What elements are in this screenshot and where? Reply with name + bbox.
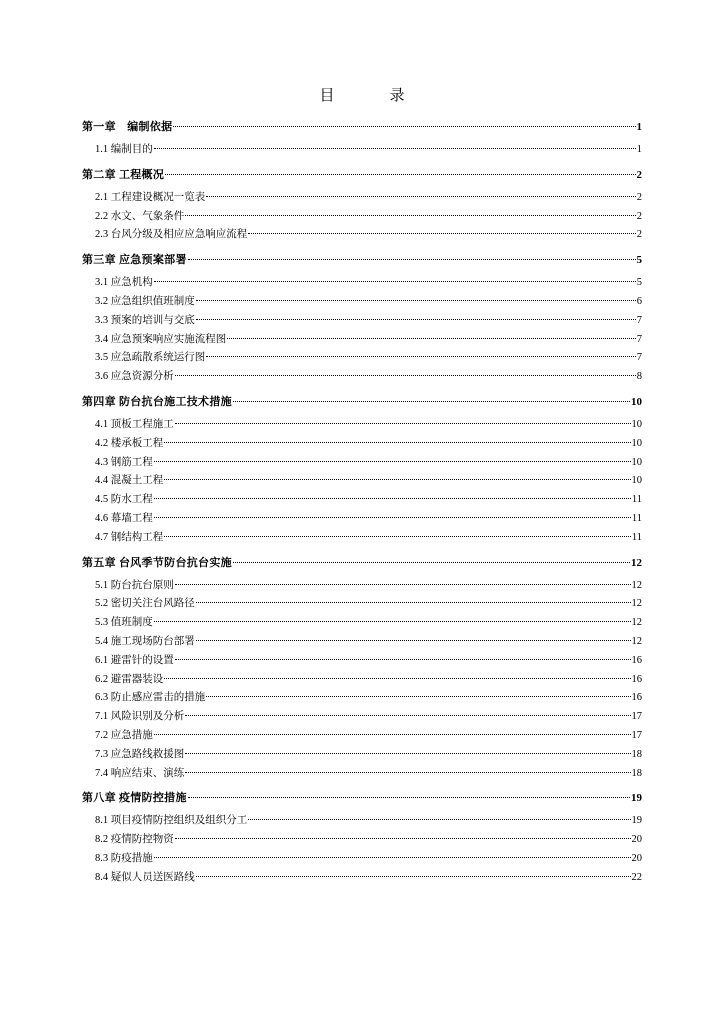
toc-page-number: 2 (636, 210, 642, 222)
dot-leader (185, 753, 630, 754)
dot-leader (206, 696, 630, 697)
dot-leader (233, 562, 630, 563)
toc-section-entry[interactable] (82, 652, 642, 671)
toc-section-entry[interactable] (82, 727, 642, 746)
dot-leader (173, 126, 635, 127)
toc-section-entry[interactable] (82, 633, 642, 652)
toc-page-number: 18 (631, 748, 642, 760)
toc-chapter-entry[interactable] (82, 553, 642, 577)
toc-section-entry[interactable] (82, 189, 642, 208)
dot-leader (175, 423, 631, 424)
dot-leader (248, 233, 636, 234)
toc-page-number: 17 (631, 711, 642, 723)
toc-chapter-entry[interactable] (82, 165, 642, 189)
toc-page-number: 2 (636, 191, 642, 203)
dot-leader (154, 461, 631, 462)
toc-entry-label: 6.2 避雷器装设 (95, 673, 164, 685)
toc-entry-label: 4.6 幕墙工程 (95, 512, 153, 524)
dot-leader (175, 584, 631, 585)
toc-page-number: 12 (631, 598, 642, 610)
toc-section-entry[interactable] (82, 577, 642, 596)
toc-section-entry[interactable] (82, 689, 642, 708)
toc-page-number: 16 (631, 673, 642, 685)
toc-chapter-entry[interactable] (82, 392, 642, 416)
toc-entry-label: 3.3 预案的培训与交底 (95, 314, 195, 326)
dot-leader (196, 640, 631, 641)
toc-chapter-entry[interactable] (82, 788, 642, 812)
toc-entry-label: 2.3 台风分级及相应应急响应流程 (95, 229, 248, 241)
toc-entry-label: 3.5 应急疏散系统运行图 (95, 352, 206, 364)
dot-leader (175, 838, 631, 839)
toc-entry-label: 第一章 编制依据 (82, 121, 173, 133)
toc-section-entry[interactable] (82, 614, 642, 633)
toc-section-entry[interactable] (82, 529, 642, 548)
toc-page-number: 16 (631, 692, 642, 704)
toc-page-number: 12 (631, 635, 642, 647)
dot-leader (175, 375, 636, 376)
toc-page-number: 10 (631, 475, 642, 487)
toc-page-number: 1 (636, 121, 642, 133)
toc-page-number: 20 (631, 834, 642, 846)
toc-section-entry[interactable] (82, 671, 642, 690)
dot-leader (164, 479, 630, 480)
toc-page-number: 8 (636, 371, 642, 383)
dot-leader (206, 196, 636, 197)
toc-page-number: 16 (631, 654, 642, 666)
toc-entry-label: 5.1 防台抗台原则 (95, 579, 174, 591)
toc-entry-label: 5.2 密切关注台风路径 (95, 598, 195, 610)
dot-leader (154, 857, 631, 858)
toc-entry-label: 7.3 应急路线救援图 (95, 748, 185, 760)
toc-page-number: 12 (631, 579, 642, 591)
toc-entry-label: 5.3 值班制度 (95, 617, 153, 629)
toc-section-entry[interactable] (82, 226, 642, 245)
toc-page-number: 10 (631, 437, 642, 449)
dot-leader (154, 498, 631, 499)
toc-section-entry[interactable] (82, 812, 642, 831)
toc-page-number: 10 (631, 456, 642, 468)
dot-leader (154, 621, 631, 622)
toc-section-entry[interactable] (82, 831, 642, 850)
dot-leader (175, 659, 631, 660)
toc-entry-label: 第四章 防台抗台施工技术措施 (82, 395, 232, 408)
toc-section-entry[interactable] (82, 708, 642, 727)
toc-page-number: 19 (631, 792, 642, 805)
toc-section-entry[interactable] (82, 765, 642, 784)
toc-entry-label: 7.2 应急措施 (95, 729, 153, 741)
dot-leader (188, 797, 630, 798)
toc-section-entry[interactable] (82, 331, 642, 350)
toc-section-entry[interactable] (82, 454, 642, 473)
dot-leader (248, 819, 630, 820)
toc-entry-label: 8.3 防疫措施 (95, 852, 153, 864)
toc-page-number: 11 (631, 494, 642, 506)
toc-section-entry[interactable] (82, 368, 642, 387)
dot-leader (196, 319, 636, 320)
dot-leader (154, 517, 631, 518)
dot-leader (185, 215, 636, 216)
dot-leader (164, 442, 630, 443)
toc-section-entry[interactable] (82, 869, 642, 888)
toc-page-number: 10 (631, 395, 642, 408)
toc-section-entry[interactable] (82, 435, 642, 454)
toc-page-number: 22 (631, 871, 642, 883)
toc-chapter-entry[interactable] (82, 250, 642, 274)
toc-entry-label: 4.1 顶板工程施工 (95, 418, 174, 430)
toc-page-number: 6 (636, 295, 642, 307)
toc-page-number: 5 (636, 277, 642, 289)
toc-page-number: 2 (636, 168, 642, 181)
dot-leader (154, 734, 631, 735)
toc-section-entry[interactable] (82, 208, 642, 227)
toc-page-number: 7 (636, 333, 642, 345)
dot-leader (185, 772, 630, 773)
toc-section-entry[interactable] (82, 274, 642, 293)
toc-entry-label: 第五章 台风季节防台抗台实施 (82, 556, 232, 569)
toc-section-entry[interactable] (82, 595, 642, 614)
dot-leader (154, 281, 636, 282)
dot-leader (196, 300, 636, 301)
toc-page-number: 19 (631, 815, 642, 827)
toc-section-entry[interactable] (82, 349, 642, 368)
toc-section-entry[interactable] (82, 416, 642, 435)
dot-leader (188, 259, 636, 260)
toc-entry-label: 3.4 应急预案响应实施流程图 (95, 333, 227, 345)
toc-page-number: 1 (636, 144, 642, 155)
dot-leader (164, 536, 631, 537)
toc-page-number: 7 (636, 314, 642, 326)
toc-section-entry[interactable] (82, 746, 642, 765)
toc-page-number: 20 (631, 852, 642, 864)
toc-entry-label: 3.6 应急资源分析 (95, 371, 174, 383)
toc-entry-label: 6.3 防止感应雷击的措施 (95, 692, 206, 704)
toc-page-number: 2 (636, 229, 642, 241)
toc-entry-label: 4.2 楼承板工程 (95, 437, 164, 449)
dot-leader (154, 148, 636, 149)
toc-entry-label: 2.1 工程建设概况一览表 (95, 191, 206, 203)
toc-section-entry[interactable] (82, 472, 642, 491)
toc-entry-label: 第二章 工程概况 (82, 168, 165, 181)
dot-leader (164, 678, 630, 679)
toc-entry-label: 4.7 钢结构工程 (95, 531, 164, 543)
dot-leader (196, 602, 631, 603)
toc-entry-label: 4.4 混凝土工程 (95, 475, 164, 487)
dot-leader (206, 356, 636, 357)
toc-entry-label: 5.4 施工现场防台部署 (95, 635, 195, 647)
toc-page-number: 11 (631, 531, 642, 543)
toc-page-number: 12 (631, 617, 642, 629)
toc-page-number: 17 (631, 729, 642, 741)
toc-section-entry[interactable] (82, 510, 642, 529)
toc-entry-label: 7.4 响应结束、演练 (95, 767, 185, 779)
dot-leader (185, 715, 630, 716)
toc-entry-label: 4.3 钢筋工程 (95, 456, 153, 468)
toc-page-number: 7 (636, 352, 642, 364)
toc-section-entry[interactable] (82, 312, 642, 331)
table-of-contents (82, 115, 642, 888)
toc-entry-label: 1.1 编制目的 (95, 144, 153, 155)
toc-section-entry[interactable] (82, 141, 642, 160)
toc-entry-label: 第三章 应急预案部署 (82, 254, 187, 267)
toc-section-entry[interactable] (82, 293, 642, 312)
toc-entry-label: 8.4 疑似人员送医路线 (95, 871, 195, 883)
toc-entry-label: 3.2 应急组织值班制度 (95, 295, 195, 307)
dot-leader (233, 401, 630, 402)
toc-page-number: 5 (636, 254, 642, 267)
toc-page-number: 18 (631, 767, 642, 779)
dot-leader (165, 174, 635, 175)
dot-leader (196, 876, 631, 877)
toc-page-number: 10 (631, 418, 642, 430)
toc-entry-label: 8.2 疫情防控物资 (95, 834, 174, 846)
toc-section-entry[interactable] (82, 491, 642, 510)
toc-section-entry[interactable] (82, 850, 642, 869)
toc-entry-label: 8.1 项目疫情防控组织及组织分工 (95, 815, 248, 827)
toc-chapter-entry[interactable] (82, 117, 642, 141)
toc-entry-label: 4.5 防水工程 (95, 494, 153, 506)
toc-entry-label: 7.1 风险识别及分析 (95, 711, 185, 723)
dot-leader (227, 338, 636, 339)
toc-entry-label: 3.1 应急机构 (95, 277, 153, 289)
toc-entry-label: 6.1 避雷针的设置 (95, 654, 174, 666)
toc-entry-label: 第八章 疫情防控措施 (82, 792, 187, 805)
toc-page-number: 11 (631, 512, 642, 524)
toc-title: 目 录 (319, 88, 425, 104)
toc-entry-label: 2.2 水文、气象条件 (95, 210, 185, 222)
toc-page-number: 12 (631, 556, 642, 569)
